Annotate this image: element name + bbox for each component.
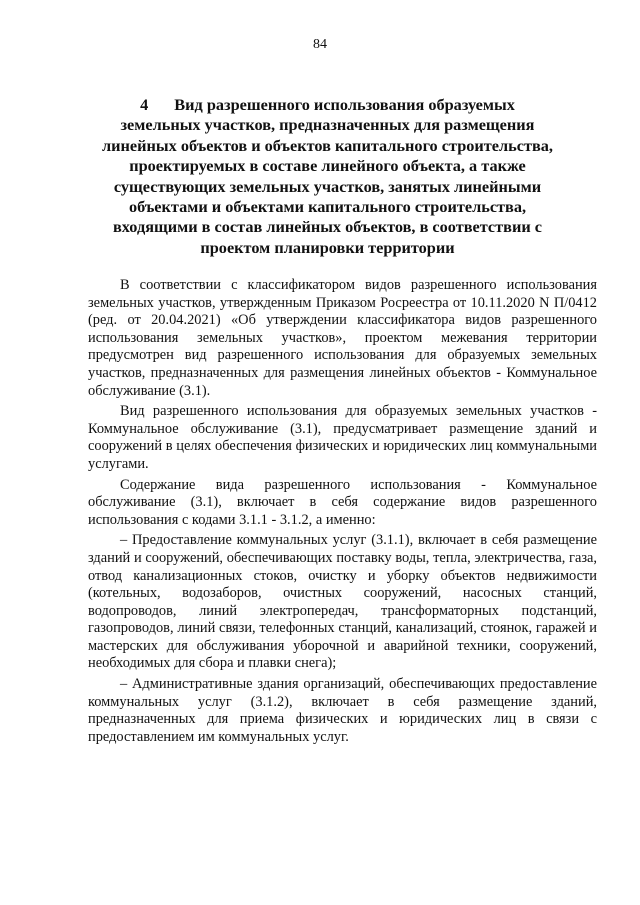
section-number: 4	[140, 95, 149, 114]
section-title: Вид разрешенного использования образуемых земельных участков, предназначенных для размещения линейных объектов и объектов капитального строительства, проектируемых в составе линейного объекта, а также существующих земельных участков, занятых линейными объектами и объектами капитального строительства, входящими в состав линейных объектов, в соответствии с проектом планировки территории	[102, 95, 553, 257]
body-text	[88, 277, 597, 749]
paragraph-classifier: В соответствии с классификатором видов разрешенного использования земельных участков, утвержденным Приказом Росреестра от 10.11.2020 N П/0412 (ред. от 20.04.2021) «Об утверждении классификатора видов разрешенного использования земельных участков», проектом межевания территории предусмотрен вид разрешенного использования для образуемых земельных участков, предназначенных для размещения линейных объектов - Коммунальное обслуживание (3.1).	[88, 277, 597, 399]
paragraph-content: Содержание вида разрешенного использования - Коммунальное обслуживание (3.1), включает в себя содержание видов разрешенного использования с кодами 3.1.1 - 3.1.2, а именно:	[88, 476, 597, 528]
paragraph-permitted-use: Вид разрешенного использования для образуемых земельных участков - Коммунальное обслуживание (3.1), предусматривает размещение зданий и сооружений в целях обеспечения физических и юридических лиц коммунальными услугами.	[88, 403, 597, 472]
page-number: 84	[313, 37, 327, 52]
list-item-utility-services: – Предоставление коммунальных услуг (3.1.1), включает в себя размещение зданий и сооружений, обеспечивающих поставку воды, тепла, электричества, газа, отвод канализационных стоков, очистку и уборку объектов недвижимости (котельных, водозаборов, очистных сооружений, насосных станций, водопроводов, линий электропередач, трансформаторных подстанций, газопроводов, линий связи, телефонных станций, канализаций, стоянок, гаражей и мастерских для обслуживания уборочной и аварийной техники, сооружений, необходимых для сбора и плавки снега);	[88, 532, 597, 672]
section-heading	[100, 95, 555, 258]
list-item-administrative-buildings: – Административные здания организаций, обеспечивающих предоставление коммунальных услуг (3.1.2), включает в себя размещение зданий, предназначенных для приема физических и юридических лиц в связи с предоставлением им коммунальных услуг.	[88, 676, 597, 745]
